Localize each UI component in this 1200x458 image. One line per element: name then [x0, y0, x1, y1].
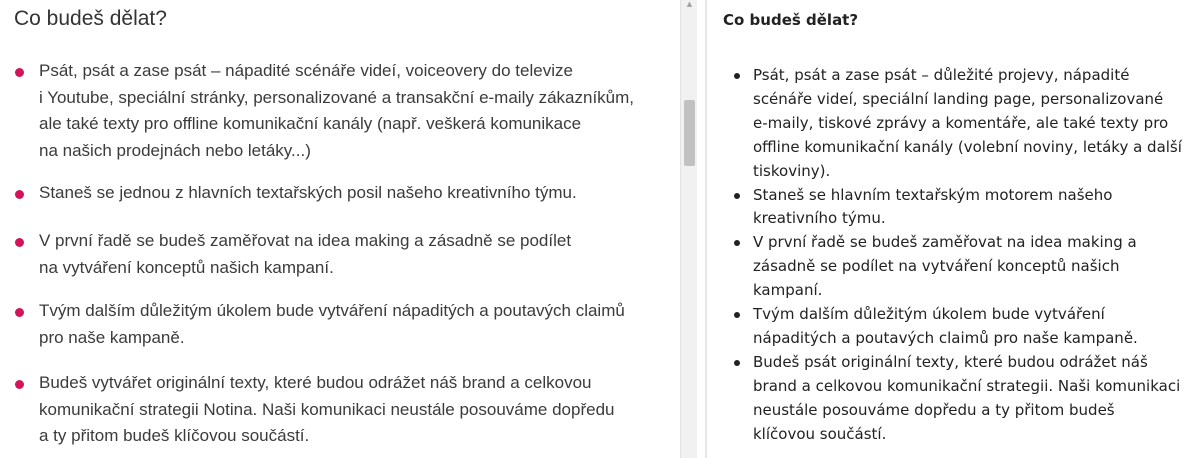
- left-item-line: komunikační strategii Notina. Naši komunikaci neustále posouváme dopředu: [39, 399, 615, 419]
- right-item-line: scénáře videí, speciální landing page, personalizované: [753, 89, 1164, 108]
- left-item-line: Budeš vytvářet originální texty, které budou odrážet náš brand a celkovou: [39, 373, 592, 392]
- right-item-line: tiskoviny).: [753, 161, 831, 180]
- right-item-line: brand a celkovou komunikační strategii. Naši komunikaci: [753, 376, 1181, 395]
- right-item-line: neustále posouváme dopředu a ty přitom budeš: [753, 400, 1115, 419]
- right-item-line: V první řadě se budeš zaměřovat na idea making a: [753, 233, 1137, 252]
- right-item-line: kreativního týmu.: [753, 209, 886, 228]
- left-item-line: pro naše kampaně.: [39, 327, 185, 347]
- bullet-dot-icon: [15, 308, 24, 317]
- bullet-dot-icon: [15, 238, 24, 247]
- left-item-line: Psát, psát a zase psát – nápadité scénáře videí, voiceovery do televize: [39, 61, 573, 80]
- right-document-pane: [707, 0, 1200, 458]
- scroll-up-arrow-icon[interactable]: ▲: [686, 0, 693, 8]
- right-item-line: Staneš se hlavním textařským motorem našeho: [753, 185, 1113, 204]
- left-item-line: i Youtube, speciální stránky, personalizované a transakční e-maily zákazníkům,: [39, 87, 634, 107]
- right-item-line: kampaní.: [753, 281, 823, 300]
- bullet-dot-icon: [734, 193, 740, 199]
- right-list-item: [707, 231, 1200, 303]
- right-item-line: offline komunikační kanály (volební noviny, letáky a další: [753, 137, 1182, 156]
- left-item-line: na vytváření konceptů našich kampaní.: [39, 257, 334, 277]
- right-item-line: nápaditých a poutavých claimů pro naše kampaně.: [753, 328, 1138, 347]
- left-section-title: Co budeš dělat?: [14, 7, 167, 30]
- left-item-line: ale také texty pro offline komunikační kanály (např. veškerá komunikace: [39, 114, 582, 133]
- bullet-dot-icon: [15, 190, 24, 199]
- right-list-item: [707, 184, 1200, 232]
- right-item-line: Tvým dalším důležitým úkolem bude vytváření: [753, 305, 1105, 324]
- bullet-dot-icon: [734, 312, 740, 318]
- right-bullet-list: [707, 64, 1200, 447]
- right-list-item: [707, 303, 1200, 351]
- right-section-title: Co budeš dělat?: [723, 11, 859, 29]
- bullet-dot-icon: [15, 380, 24, 389]
- left-item-line: a ty přitom budeš klíčovou součástí.: [39, 426, 310, 445]
- bullet-dot-icon: [734, 73, 740, 79]
- left-item-line: V první řadě se budeš zaměřovat na idea making a zásadně se podílet: [39, 231, 572, 250]
- right-item-line: e-maily, tiskové zprávy a komentáře, ale také texty pro: [753, 113, 1169, 132]
- vertical-scrollbar[interactable]: [680, 0, 697, 458]
- left-item-line: Tvým dalším důležitým úkolem bude vytváření nápaditých a poutavých claimů: [39, 301, 625, 320]
- bullet-dot-icon: [734, 240, 740, 246]
- left-item-line: Staneš se jednou z hlavních textařských posil našeho kreativního týmu.: [39, 183, 577, 202]
- bullet-dot-icon: [15, 68, 24, 77]
- left-item-line: na našich prodejnách nebo letáky...): [39, 140, 311, 160]
- scrollbar-thumb[interactable]: [684, 100, 695, 166]
- right-item-line: klíčovou součástí.: [753, 424, 887, 443]
- right-list-item: [707, 351, 1200, 447]
- right-item-line: Psát, psát a zase psát – důležité projevy, nápadité: [753, 66, 1130, 84]
- bullet-dot-icon: [734, 360, 740, 366]
- right-item-line: zásadně se podílet na vytváření konceptů našich: [753, 257, 1120, 276]
- right-item-line: Budeš psát originální texty, které budou odrážet náš: [753, 352, 1148, 371]
- right-list-item: [707, 64, 1200, 184]
